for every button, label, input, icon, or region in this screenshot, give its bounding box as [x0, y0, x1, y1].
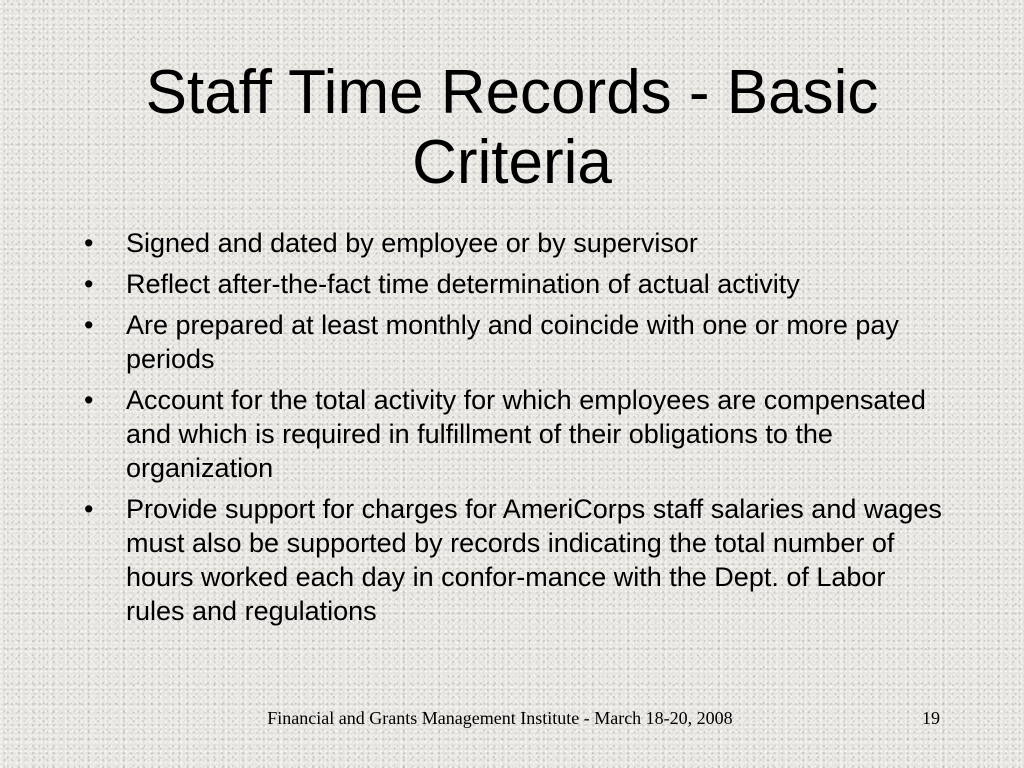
bullet-text: Signed and dated by employee or by supervisor	[126, 228, 698, 258]
bullet-item	[84, 267, 944, 301]
bullet-text: Provide support for charges for AmeriCorps staff salaries and wages must also be supported by records indicating the total number of hours worked each day in confor-mance with the Dept. of Labor rules and regulations	[126, 494, 942, 626]
bullet-list	[84, 226, 944, 635]
bullet-marker: •	[84, 228, 94, 258]
slide-title: Staff Time Records - Basic Criteria	[145, 58, 879, 197]
bullet-text: Are prepared at least monthly and coincide with one or more pay periods	[126, 310, 899, 374]
bullet-item	[84, 226, 944, 260]
bullet-item	[84, 492, 944, 628]
bullet-marker: •	[84, 385, 94, 415]
bullet-text: Reflect after-the-fact time determination of actual activity	[126, 269, 800, 299]
bullet-item	[84, 383, 944, 485]
bullet-marker: •	[84, 494, 94, 524]
page-number: 19	[922, 708, 940, 728]
bullet-text: Account for the total activity for which employees are compensated and which is required in fulfillment of their obligations to the organization	[126, 385, 926, 483]
footer-text: Financial and Grants Management Institute - March 18-20, 2008	[267, 708, 733, 728]
bullet-marker: •	[84, 269, 94, 299]
bullet-marker: •	[84, 310, 94, 340]
bullet-item	[84, 308, 944, 376]
